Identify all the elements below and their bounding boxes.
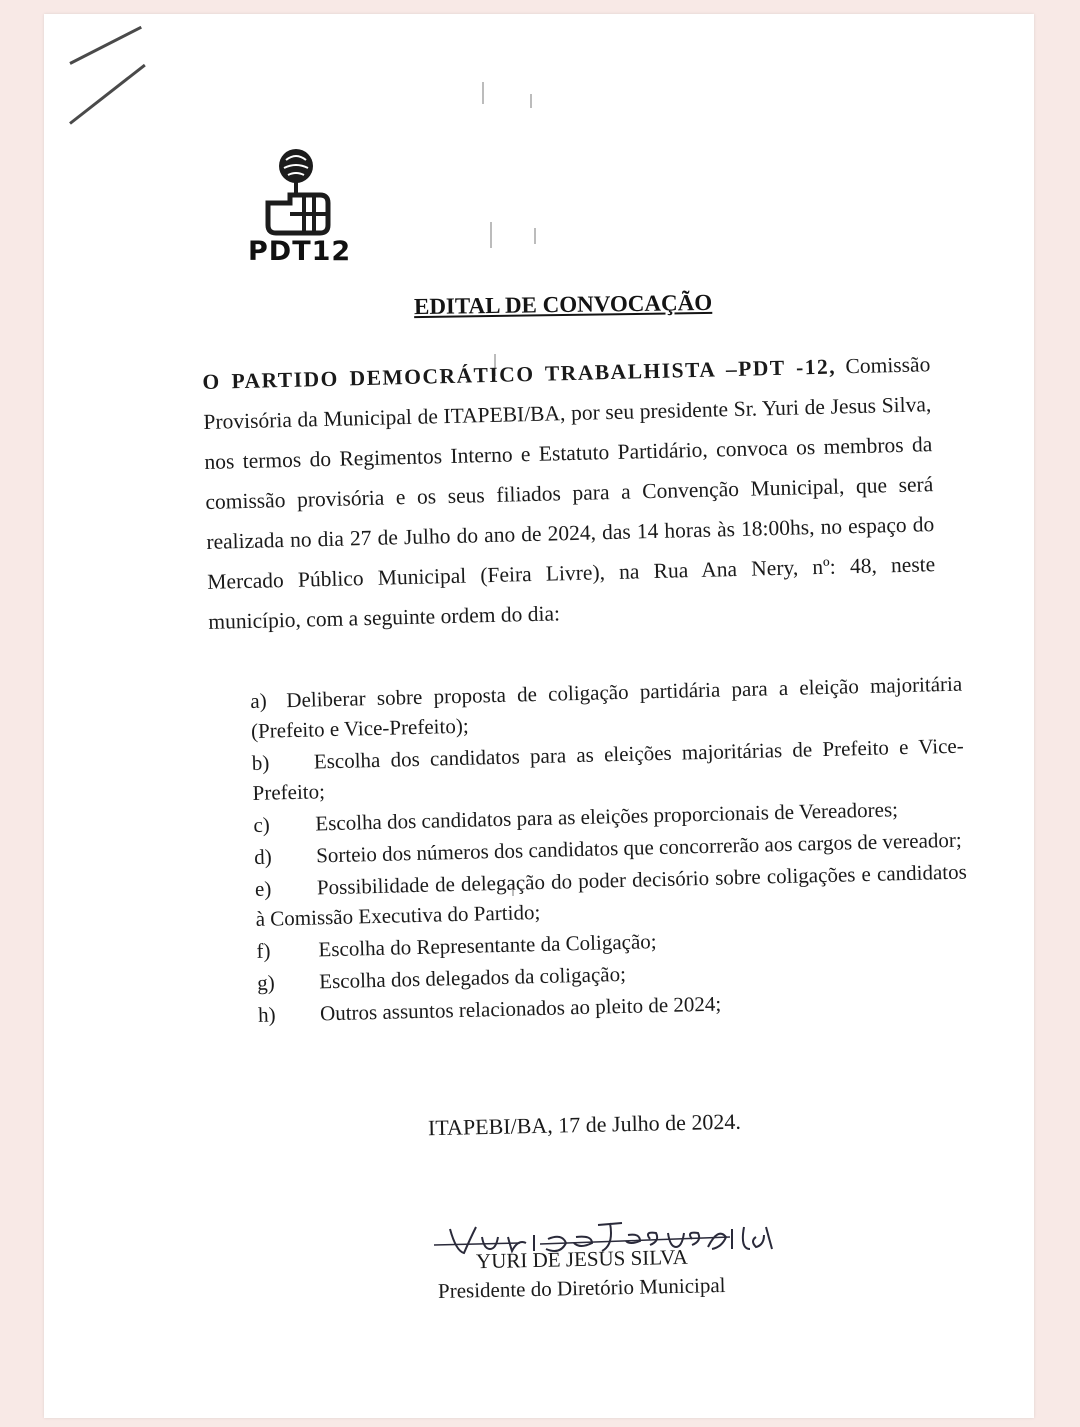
scan-speck <box>482 82 484 104</box>
scan-speck <box>534 228 536 244</box>
agenda-marker: c) <box>253 812 271 837</box>
party-logo <box>248 148 352 268</box>
agenda-marker: h) <box>257 1002 276 1027</box>
logo-text: PDT12 <box>248 236 352 267</box>
scan-speck <box>530 94 532 108</box>
agenda-text: Possibilidade de delegação do poder decisório sobre coligações e candidatos à Comissão Executiva do Partido; <box>255 859 968 931</box>
agenda-text: Escolha do Representante da Coligação; <box>318 929 657 962</box>
agenda-text: Escolha dos delegados da coligação; <box>318 961 627 994</box>
signer-role: Presidente do Diretório Municipal <box>437 1272 726 1304</box>
agenda-text: Deliberar sobre proposta de coligação partidária para a eleição majoritária (Prefeito e Vice-Prefeito); <box>250 671 963 743</box>
rose-and-fist-icon <box>248 148 348 238</box>
agenda-marker: a) <box>250 688 267 713</box>
agenda-text: Outros assuntos relacionados ao pleito de 2024; <box>319 991 722 1026</box>
agenda-marker: g) <box>256 970 276 995</box>
scan-speck <box>490 222 492 248</box>
document-title: EDITAL DE CONVOCAÇÃO <box>413 289 713 320</box>
agenda-text: Escolha dos candidatos para as eleições majoritárias de Prefeito e Vice-Prefeito; <box>252 733 964 805</box>
intro-paragraph <box>202 344 937 642</box>
agenda-text: Sorteio dos números dos candidatos que concorrerão aos cargos de vereador; <box>315 827 963 868</box>
agenda-marker: f) <box>256 938 271 963</box>
agenda-text: Escolha dos candidatos para as eleições proporcionais de Vereadores; <box>315 797 899 836</box>
agenda-marker: b) <box>251 750 270 775</box>
agenda-marker: d) <box>253 844 272 869</box>
party-name: O PARTIDO DEMOCRÁTICO TRABALHISTA –PDT -12, <box>202 354 837 394</box>
place-and-date: ITAPEBI/BA, 17 de Julho de 2024. <box>427 1108 742 1141</box>
signer-name: YURI DE JESUS SILVA <box>475 1244 689 1274</box>
intro-text: Comissão Provisória da Municipal de ITAPEBI/BA, por seu presidente Sr. Yuri de Jesus Silva, nos termos do Regimentos Interno e Estatuto Partidário, convoca os membros da comissão provisória e os seus filiados para a Convenção Municipal, que será realizada no dia 27 de Julho do ano de 2024, das 14 horas às 18:00hs, no espaço do Mercado Público Municipal (Feira Livre), na Rua Ana Nery, nº: 48, neste município, com a seguinte ordem do dia: <box>203 352 936 634</box>
agenda-marker: e) <box>254 876 272 901</box>
agenda-list <box>250 669 970 1032</box>
